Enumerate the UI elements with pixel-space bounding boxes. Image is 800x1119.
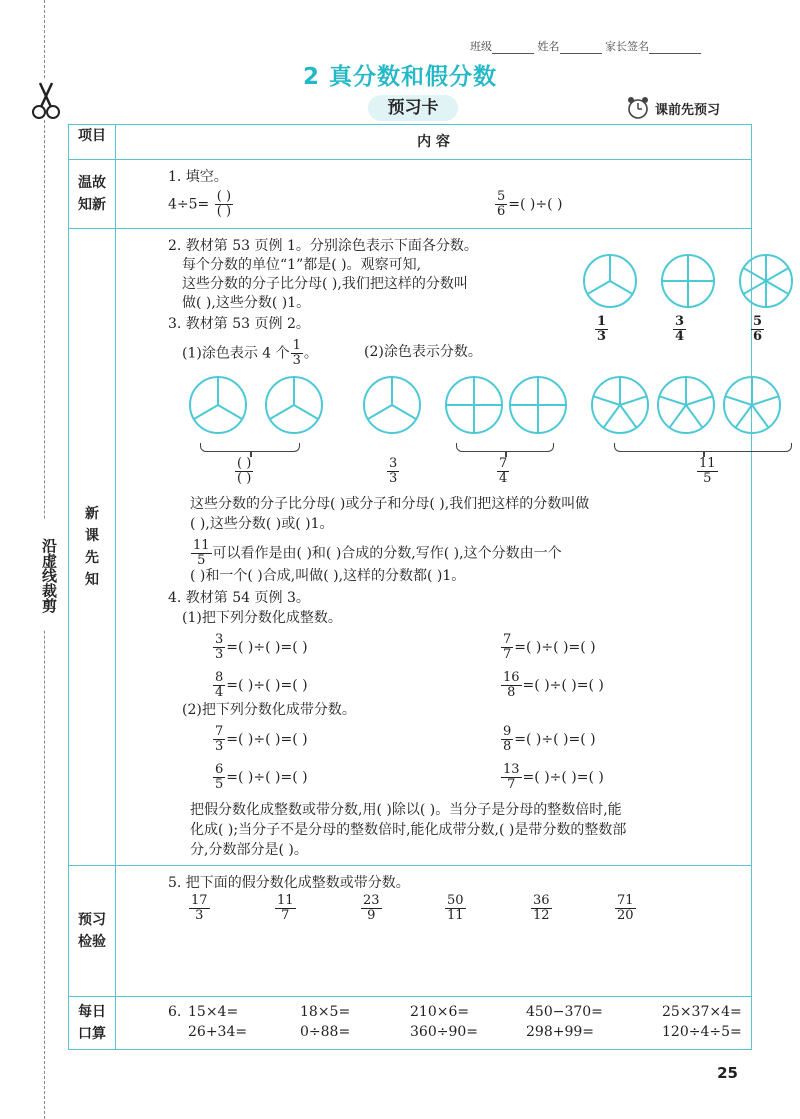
q1-text: 1. 填空。 — [168, 169, 228, 185]
q1-right-blanks[interactable]: =( )÷( ) — [508, 196, 563, 213]
calc-1-1[interactable]: 15×4= — [188, 1004, 239, 1020]
q4-mix-3[interactable]: $\frac{6}{5}$ =( )÷( )=( ) — [215, 762, 308, 792]
card-title: 预习卡 — [368, 95, 458, 121]
q4-part2: (2)把下列分数化成带分数。 — [182, 702, 356, 718]
q4-mix-1[interactable]: $\frac{7}{3}$ =( )÷( )=( ) — [215, 724, 308, 754]
q5-text: 5. 把下面的假分数化成整数或带分数。 — [168, 875, 410, 891]
q1-right: $\frac{5}{6}$ =( )÷( ) — [497, 189, 563, 219]
q2-line1: 2. 教材第 53 页例 1。分别涂色表示下面各分数。 — [168, 238, 478, 254]
q2-line2: 每个分数的单位“1”都是( )。观察可知, — [182, 257, 422, 273]
col-header-item: 项目 — [69, 125, 116, 160]
lesson-title: 2 真分数和假分数 — [302, 64, 497, 90]
q2-fraction-circles[interactable] — [578, 253, 798, 313]
q3-sentence-2[interactable]: ( ),这些分数( )或( )1。 — [190, 516, 334, 532]
preview-table — [68, 124, 763, 1050]
q1-blank-den[interactable]: ( ) — [216, 204, 232, 219]
row-label-review: 温故知新 — [69, 160, 116, 229]
calc-1-4[interactable]: 450−370= — [526, 1004, 603, 1020]
calc-1-2[interactable]: 18×5= — [300, 1004, 351, 1020]
q3-part1: (1)涂色表示 4 个 $\frac{1}{3}$ 。 — [182, 338, 318, 368]
q2-line3: 这些分数的分子比分母( ),我们把这样的分数叫 — [182, 276, 468, 292]
review-cell — [116, 160, 752, 229]
new-cell — [116, 229, 763, 866]
q4-int-3[interactable]: $\frac{8}{4}$ =( )÷( )=( ) — [215, 670, 308, 700]
q3-sentence-3[interactable]: $\frac{11}{5}$ 可以看作是由( )和( )合成的分数,写作( ),这个分数由一个 — [193, 538, 562, 568]
q3-group-frac-2: $\frac{3}{3}$ — [389, 456, 398, 486]
brace-group-1 — [200, 443, 300, 452]
row-label-new: 新课先知 — [69, 229, 116, 866]
check-cell — [116, 866, 752, 997]
q4-int-1[interactable]: $\frac{3}{3}$ =( )÷( )=( ) — [215, 632, 308, 662]
q4-sentence-1[interactable]: 把假分数化成整数或带分数,用( )除以( )。当分子是分母的整数倍时,能 — [190, 802, 622, 818]
col-header-content: 内 容 — [116, 125, 752, 160]
q3-group-frac-1[interactable]: $\frac{( )}{( )}$ — [237, 456, 252, 486]
class-label: 班级 — [470, 40, 492, 53]
q2-frac-1: $\frac{1}{3}$ — [597, 314, 607, 344]
q4-sentence-3[interactable]: 分,分数部分是( )。 — [190, 842, 308, 858]
q5-frac-4[interactable]: $\frac{50}{11}$ — [447, 893, 464, 923]
parent-sign-label: 家长签名 — [605, 40, 649, 53]
q1-blank-num[interactable]: ( ) — [216, 189, 232, 204]
row-label-check: 预习检验 — [69, 866, 116, 997]
q4-mix-2[interactable]: $\frac{9}{8}$ =( )÷( )=( ) — [503, 724, 596, 754]
q3-fraction-circles[interactable] — [188, 375, 798, 439]
name-label: 姓名 — [537, 40, 560, 53]
calc-2-5[interactable]: 120÷4÷5= — [662, 1024, 742, 1040]
q4-part1: (1)把下列分数化成整数。 — [182, 610, 342, 626]
brace-group-4 — [614, 443, 792, 452]
q4-line1: 4. 教材第 54 页例 3。 — [168, 590, 310, 606]
q5-frac-1[interactable]: $\frac{17}{3}$ — [191, 893, 208, 923]
circle-sixths — [740, 255, 792, 307]
row-label-daily: 每日口算 — [69, 997, 116, 1050]
q2-frac-3: $\frac{5}{6}$ — [753, 314, 763, 344]
q3-group-frac-4: $\frac{11}{5}$ — [699, 456, 716, 486]
q5-frac-5[interactable]: $\frac{36}{12}$ — [533, 893, 550, 923]
q3-sentence-4[interactable]: ( )和一个( )合成,叫做( ),这样的分数都( )1。 — [190, 568, 466, 584]
cut-instruction: 沿虚线裁剪 — [26, 520, 60, 630]
q3-group-frac-3: $\frac{7}{4}$ — [499, 456, 508, 486]
class-blank[interactable] — [492, 53, 534, 54]
calc-1-5[interactable]: 25×37×4= — [662, 1004, 742, 1020]
q3-sentence-1[interactable]: 这些分数的分子比分母( )或分子和分母( ),我们把这样的分数叫做 — [190, 496, 590, 512]
circle-quarters — [662, 255, 714, 307]
calc-2-2[interactable]: 0÷88= — [300, 1024, 351, 1040]
calc-2-1[interactable]: 26+34= — [188, 1024, 248, 1040]
parent-sign-blank[interactable] — [649, 53, 701, 54]
q4-sentence-2[interactable]: 化成( );当分子不是分母的整数倍时,能化成带分数,( )是带分数的整数部 — [190, 822, 627, 838]
preview-badge — [625, 96, 720, 120]
header-fields — [470, 38, 701, 54]
q5-frac-2[interactable]: $\frac{11}{7}$ — [277, 893, 294, 923]
q2-line4: 做( ),这些分数( )1。 — [182, 295, 311, 311]
q5-frac-6[interactable]: $\frac{71}{20}$ — [617, 893, 634, 923]
q3-line1: 3. 教材第 53 页例 2。 — [168, 316, 310, 332]
q6-num: 6. — [168, 1004, 182, 1020]
q4-int-2[interactable]: $\frac{7}{7}$ =( )÷( )=( ) — [503, 632, 596, 662]
calc-1-3[interactable]: 210×6= — [410, 1004, 470, 1020]
q4-int-4[interactable]: $\frac{16}{8}$ =( )÷( )=( ) — [503, 670, 604, 700]
circle-thirds — [584, 255, 636, 307]
calc-2-3[interactable]: 360÷90= — [410, 1024, 478, 1040]
q3-part2: (2)涂色表示分数。 — [364, 344, 482, 360]
q2-frac-2: $\frac{3}{4}$ — [675, 314, 685, 344]
clock-icon — [625, 96, 651, 120]
brace-group-3 — [456, 443, 554, 452]
daily-cell — [116, 997, 752, 1050]
calc-2-4[interactable]: 298+99= — [526, 1024, 594, 1040]
q5-frac-3[interactable]: $\frac{23}{9}$ — [363, 893, 380, 923]
q4-mix-4[interactable]: $\frac{13}{7}$ =( )÷( )=( ) — [503, 762, 604, 792]
page-number: 25 — [717, 1064, 738, 1082]
q1-left: 4÷5= $\frac{( )}{( )}$ — [168, 189, 232, 219]
name-blank[interactable] — [560, 53, 602, 54]
badge-text: 课前先预习 — [655, 102, 721, 118]
